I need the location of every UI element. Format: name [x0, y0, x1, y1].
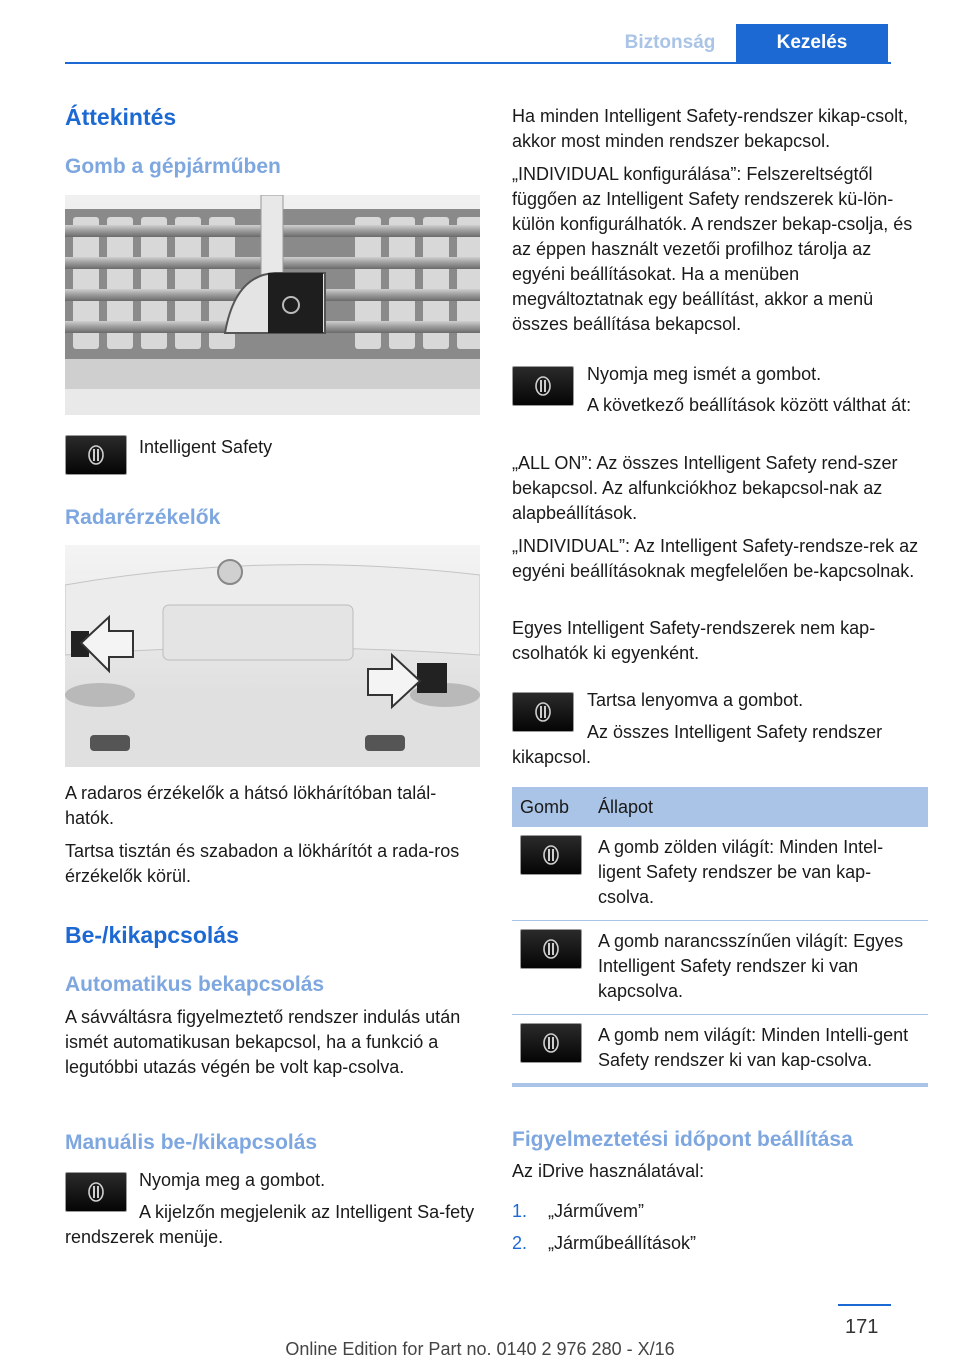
list-item — [512, 1231, 928, 1256]
footer-rule — [838, 1304, 891, 1306]
paragraph-all-on: „ALL ON”: Az összes Intelligent Safety rend-szer bekapcsol. Az alfunkciókhoz bekapcsol-nak az alapbeállítások. — [512, 453, 898, 523]
step-number: 2. — [512, 1233, 528, 1253]
auto-paragraph: A sávváltásra figyelmeztető rendszer indulás után ismét automatikusan bekapcsol, ha a funkció a legutóbbi utazás végén be volt kap-csolva. — [65, 1007, 461, 1077]
button-caption: Intelligent Safety — [139, 437, 273, 457]
page-header — [0, 24, 960, 62]
rear-bumper-radar-photo — [65, 545, 480, 767]
radar-paragraph-1: A radaros érzékelők a hátsó lökhárítóban talál-hatók. — [65, 783, 437, 828]
manual-step-1: Nyomja meg a gombot. — [139, 1170, 326, 1190]
list-item — [512, 1199, 928, 1224]
table-cell-state: A gomb zölden világít: Minden Intel-ligent Safety rendszer be van kap-csolva. — [590, 827, 928, 921]
subtitle-button: Gomb a gépjárműben — [65, 155, 281, 178]
intelligent-safety-icon — [87, 444, 105, 466]
idrive-steps — [512, 1199, 928, 1263]
header-chapter-tab[interactable]: Kezelés — [736, 24, 888, 62]
manual-step-2: A kijelzőn megjelenik az Intelligent Sa-fety rendszerek menüje. — [65, 1202, 475, 1247]
subtitle-auto: Automatikus bekapcsolás — [65, 973, 325, 996]
table-cell-button — [512, 827, 590, 921]
paragraph-some-systems: Egyes Intelligent Safety-rendszerek nem kap-csolhatók ki egyenként. — [512, 618, 876, 663]
status-button-orange — [520, 929, 582, 969]
table-cell-state: A gomb nem világít: Minden Intelli-gent Safety rendszer ki van kap-csolva. — [590, 1015, 928, 1086]
paragraph-individual: „INDIVIDUAL”: Az Intelligent Safety-rendsze-rek az egyéni beállításoknak megfelelően be-kapcsolnak. — [512, 536, 919, 581]
title-onoff: Be-/kikapcsolás — [65, 922, 239, 948]
status-button-off — [520, 1023, 582, 1063]
subtitle-radar: Radarérzékelők — [65, 506, 221, 529]
status-table — [512, 787, 928, 1087]
hold-1: Tartsa lenyomva a gombot. — [587, 690, 804, 710]
col-button-header: Gomb — [512, 787, 590, 827]
press-again-2: A következő beállítások között válthat át: — [587, 395, 912, 415]
footer-edition: Online Edition for Part no. 0140 2 976 280 - X/16 — [285, 1339, 675, 1359]
status-table-header — [512, 787, 928, 827]
intelligent-safety-button — [65, 435, 127, 475]
table-row — [512, 827, 928, 921]
right-paragraph-1: Ha minden Intelligent Safety-rendszer kikap-csolt, akkor most minden rendszer bekapcsol. — [512, 106, 909, 151]
subtitle-warning-time: Figyelmeztetési időpont beállítása — [512, 1128, 853, 1151]
hold-2: Az összes Intelligent Safety rendszer kikapcsol. — [512, 722, 883, 767]
step-text: „Járművem” — [548, 1201, 645, 1221]
header-section-tab[interactable]: Biztonság — [604, 24, 736, 62]
press-again-1: Nyomja meg ismét a gombot. — [587, 364, 822, 384]
right-paragraph-individual-config: „INDIVIDUAL konfigurálása”: Felszereltségtől függően az Intelligent Safety rendszerek kü-lön-külön konfigurálhatók. A rendszer bekap-csolja, és az éppen használt vezetői profilhoz tárolja az egyéni beállításokat. Ha a menüben megváltoztatnak egy beállítást, akkor a menü összes beállítása bekapcsol. — [512, 164, 913, 334]
title-attekintes: Áttekintés — [65, 104, 177, 130]
intelligent-safety-icon — [542, 938, 560, 960]
intelligent-safety-icon — [542, 844, 560, 866]
table-cell-button — [512, 1015, 590, 1086]
table-cell-button — [512, 921, 590, 1015]
grille-button-photo — [65, 195, 480, 415]
page-number: 171 — [845, 1316, 879, 1338]
table-row — [512, 1015, 928, 1086]
step-number: 1. — [512, 1201, 528, 1221]
status-button-green — [520, 835, 582, 875]
radar-paragraph-2: Tartsa tisztán és szabadon a lökhárítót a rada-ros érzékelők körül. — [65, 841, 460, 886]
intelligent-safety-icon — [542, 1032, 560, 1054]
subtitle-manual: Manuális be-/kikapcsolás — [65, 1131, 318, 1154]
header-rule — [65, 62, 891, 64]
table-cell-state: A gomb narancsszínűen világít: Egyes Intelligent Safety rendszer ki van kapcsolva. — [590, 921, 928, 1015]
col-state-header: Állapot — [590, 787, 928, 827]
table-row — [512, 921, 928, 1015]
warning-paragraph: Az iDrive használatával: — [512, 1161, 705, 1181]
step-text: „Járműbeállítások” — [548, 1233, 697, 1253]
